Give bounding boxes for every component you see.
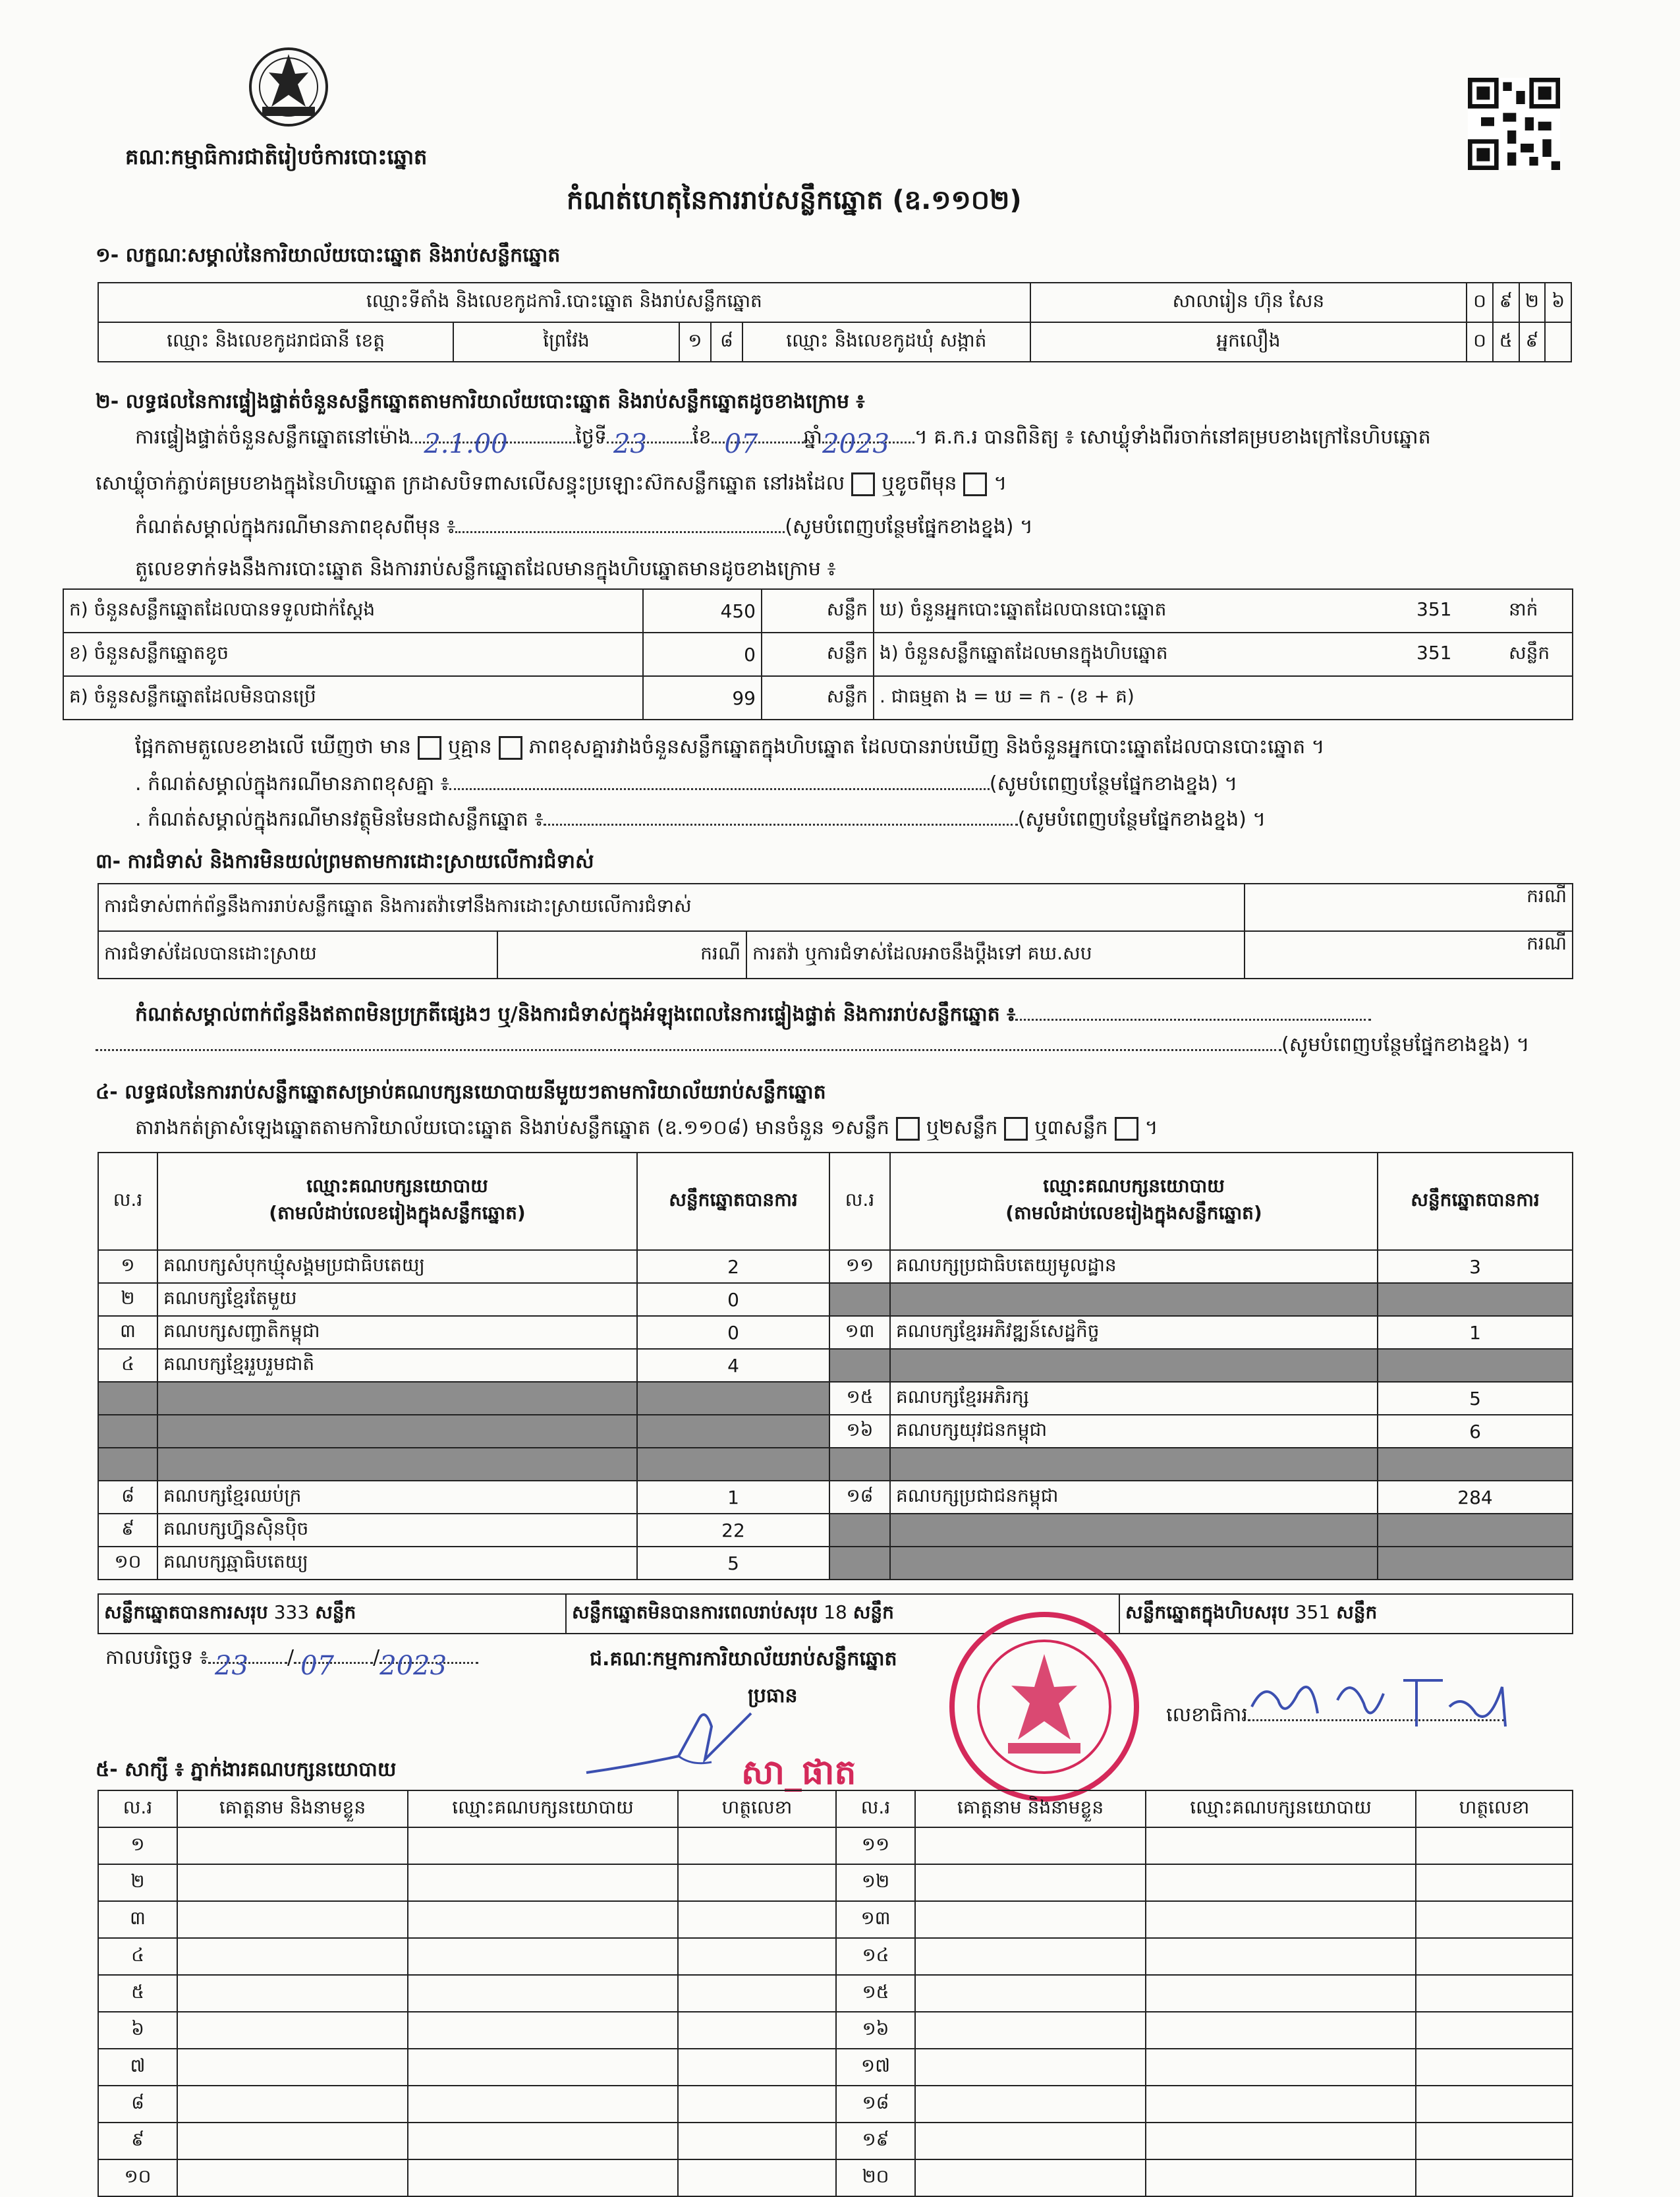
- party-name: គណបក្សប្រជាធិបតេយ្យមូលដ្ឋាន: [890, 1250, 1378, 1283]
- party-number: ១៣: [829, 1316, 890, 1349]
- party-number: ៩: [98, 1514, 157, 1547]
- witness-number: ១១: [836, 1827, 915, 1864]
- col-no-header: ល.រ: [829, 1153, 890, 1250]
- witness-number: ១៩: [836, 2123, 915, 2159]
- party-name: [890, 1547, 1378, 1580]
- results-row: [98, 1316, 1573, 1349]
- section4-heading: ៤- លទ្ធផលនៃការរាប់សន្លឹកឆ្នោតសម្រាប់គណបក្សនយោបាយនីមួយៗតាមការិយាល័យរាប់សន្លឹកឆ្នោត: [96, 1081, 826, 1104]
- total-in-box: សន្លឹកឆ្នោតក្នុងហិបសរុប 351 សន្លឹក: [1119, 1594, 1573, 1634]
- col-party-header: ឈ្មោះគណបក្សនយោបាយ (តាមលំដាប់លេខរៀងក្នុងសន្លឹកឆ្នោត): [890, 1153, 1378, 1250]
- ko-label: គ) ចំនួនសន្លឹកឆ្នោតដែលមិនបានប្រើ: [63, 676, 643, 720]
- party-name: គណបក្សខ្មែរឈប់ក្រ: [157, 1481, 637, 1514]
- witness-number: ៥: [98, 1975, 177, 2012]
- witness-signature: [1416, 1864, 1573, 1901]
- party-name: [890, 1514, 1378, 1547]
- party-name: [890, 1283, 1378, 1316]
- witness-party: [408, 2159, 678, 2196]
- party-name: គណបក្សប្រជាជនកម្ពុជា: [890, 1481, 1378, 1514]
- witness-name: [915, 1938, 1146, 1975]
- witness-name: [915, 2123, 1146, 2159]
- witness-signature: [678, 2159, 836, 2196]
- witness-signature: [1416, 1975, 1573, 2012]
- appeal-label: ការតវ៉ា ឬការជំទាស់ដែលអាចនឹងប្តឹងទៅ គឃ.សប: [746, 931, 1245, 979]
- sign-year: 2023: [379, 1651, 447, 1681]
- objections-label: ការជំទាស់ពាក់ព័ន្ធនឹងការរាប់សន្លឹកឆ្នោត និងការតវ៉ាទៅនឹងការដោះស្រាយលើការជំទាស់: [98, 884, 1245, 931]
- witness-name: [915, 1864, 1146, 1901]
- sign-day: 23: [215, 1651, 248, 1681]
- section1-heading: ១- លក្ខណៈសម្គាល់នៃការិយាល័យបោះឆ្នោត និងរាប់សន្លឹកឆ្នោត: [96, 244, 561, 267]
- results-row: [98, 1349, 1573, 1382]
- sign-date-line: កាលបរិច្ឆេទ ៖ 23 / 07 / 2023: [105, 1646, 478, 1670]
- witness-party: [408, 2012, 678, 2049]
- witness-name: [177, 1975, 408, 2012]
- ngo-value: 351: [1416, 641, 1452, 664]
- party-number: [98, 1415, 157, 1448]
- verification-year: 2023: [822, 429, 889, 459]
- witness-party: [408, 1938, 678, 1975]
- witness-number: ១: [98, 1827, 177, 1864]
- witness-number: ៧: [98, 2049, 177, 2086]
- witness-number: ៣: [98, 1901, 177, 1938]
- witness-row: [98, 2049, 1573, 2086]
- witness-party: [408, 1901, 678, 1938]
- witness-col-no: ល.រ: [836, 1790, 915, 1827]
- witness-number: ២: [98, 1864, 177, 1901]
- station-code-digit: ៦: [1545, 283, 1571, 322]
- results-row: [98, 1547, 1573, 1580]
- witness-number: ២០: [836, 2159, 915, 2196]
- witness-name: [177, 2012, 408, 2049]
- irregularity-note-line2: (សូមបំពេញបន្ថែមផ្នែកខាងខ្នង) ។: [96, 1033, 1529, 1057]
- witness-party: [1146, 1901, 1416, 1938]
- witness-name: [915, 2049, 1146, 2086]
- party-number: ១៥: [829, 1382, 890, 1415]
- party-name: [157, 1382, 637, 1415]
- commune-code-digit: ០: [1467, 322, 1493, 362]
- witness-signature: [678, 1864, 836, 1901]
- witness-name: [177, 2123, 408, 2159]
- party-votes: [1378, 1349, 1573, 1382]
- party-votes: [637, 1415, 829, 1448]
- witness-row: [98, 1827, 1573, 1864]
- party-name: គណបក្សខ្មែរអភិរក្ស: [890, 1382, 1378, 1415]
- province-name: ព្រៃវែង: [453, 322, 679, 362]
- witness-signature: [678, 1938, 836, 1975]
- witness-signature: [678, 1827, 836, 1864]
- witness-party: [408, 1975, 678, 2012]
- ka-label: ក) ចំនួនសន្លឹកឆ្នោតដែលបានទទួលជាក់ស្តែង: [63, 589, 643, 633]
- witness-signature: [1416, 2049, 1573, 2086]
- witness-number: ៨: [98, 2086, 177, 2123]
- has-difference-checkbox[interactable]: [418, 736, 441, 760]
- party-votes: [1378, 1448, 1573, 1481]
- witness-name: [177, 2159, 408, 2196]
- party-votes: [637, 1448, 829, 1481]
- party-number: ១៨: [829, 1481, 890, 1514]
- station-table: [98, 282, 1572, 362]
- station-code-digit: ២: [1519, 283, 1546, 322]
- party-name: គណបក្សសំបុកឃ្មុំសង្គមប្រជាធិបតេយ្យ: [157, 1250, 637, 1283]
- party-votes: 1: [637, 1481, 829, 1514]
- one-sheet-checkbox[interactable]: [896, 1117, 920, 1141]
- party-votes: 1: [1378, 1316, 1573, 1349]
- party-name: គណបក្សហ្វ៊ុនស៊ិនប៉ិច: [157, 1514, 637, 1547]
- party-number: ៤: [98, 1349, 157, 1382]
- province-label: ឈ្មោះ និងលេខកូដរាជធានី ខេត្ត: [98, 322, 453, 362]
- witness-party: [1146, 2049, 1416, 2086]
- witness-row: [98, 1901, 1573, 1938]
- col-votes-header: សន្លឹកឆ្នោតបានការ: [637, 1153, 829, 1250]
- party-name: [890, 1349, 1378, 1382]
- party-number: [829, 1283, 890, 1316]
- party-votes: 6: [1378, 1415, 1573, 1448]
- qr-code-icon: [1468, 78, 1560, 170]
- ngo-label: ង) ចំនួនសន្លឹកឆ្នោតដែលមានក្នុងហិបឆ្នោត: [874, 633, 1411, 676]
- witness-number: ១០: [98, 2159, 177, 2196]
- witness-name: [915, 1975, 1146, 2012]
- two-sheets-checkbox[interactable]: [1004, 1117, 1028, 1141]
- party-number: ១: [98, 1250, 157, 1283]
- witness-signature: [678, 2123, 836, 2159]
- results-row: [98, 1283, 1573, 1316]
- witness-row: [98, 2123, 1573, 2159]
- party-votes: 5: [637, 1547, 829, 1580]
- page-title: កំណត់ហេតុនៃការរាប់សន្លឹកឆ្នោត (ឧ.១១០២): [567, 185, 1022, 215]
- witness-signature: [1416, 2123, 1573, 2159]
- party-votes: 4: [637, 1349, 829, 1382]
- objections-table: [98, 883, 1573, 979]
- witness-number: ៦: [98, 2012, 177, 2049]
- witness-signature: [1416, 2086, 1573, 2123]
- witness-name: [915, 2086, 1146, 2123]
- totals-table: [98, 1593, 1573, 1634]
- party-number: ៣: [98, 1316, 157, 1349]
- party-number: [829, 1448, 890, 1481]
- resolved-cases: ករណី: [497, 931, 746, 979]
- tally-sheet-line: តារាងកត់ត្រាសំឡេងឆ្នោតតាមការិយាល័យបោះឆ្នោត និងរាប់សន្លឹកឆ្នោត (ឧ.១១០៨) មានចំនួន ១សន្លឹក ឬ២សន្លឹក ឬ៣សន្លឹក ។: [135, 1116, 1158, 1139]
- commune-label: ឈ្មោះ និងលេខកូដឃុំ សង្កាត់: [742, 322, 1030, 362]
- witness-col-name: គោត្តនាម និងនាមខ្លួន: [177, 1790, 408, 1827]
- party-name: គណបក្សខ្មែរអភិវឌ្ឍន៍សេដ្ឋកិច្ច: [890, 1316, 1378, 1349]
- witness-name: [177, 1864, 408, 1901]
- sign-month: 07: [300, 1651, 335, 1681]
- results-row: [98, 1415, 1573, 1448]
- witness-number: ១៧: [836, 2049, 915, 2086]
- witness-row: [98, 1864, 1573, 1901]
- witness-col-party: ឈ្មោះគណបក្សនយោបាយ: [1146, 1790, 1416, 1827]
- results-row: [98, 1514, 1573, 1547]
- witness-signature: [1416, 2012, 1573, 2049]
- foreign-object-note: . កំណត់សម្គាល់ក្នុងករណីមានវត្ថុមិនមែនជាសន្លឹកឆ្នោត ៖ (សូមបំពេញបន្ថែមផ្នែកខាងខ្នង) ។: [135, 808, 1266, 831]
- party-number: [98, 1382, 157, 1415]
- verification-month: 07: [724, 429, 758, 459]
- chair-label: ប្រធាន: [748, 1684, 798, 1707]
- witness-col-sign: ហត្ថលេខា: [1416, 1790, 1573, 1827]
- witness-name: [915, 2159, 1146, 2196]
- chair-name: សា_ផាត: [741, 1753, 856, 1792]
- resolved-label: ការជំទាស់ដែលបានដោះស្រាយ: [98, 931, 497, 979]
- witness-party: [1146, 2086, 1416, 2123]
- difference-note-line: កំណត់សម្គាល់ក្នុងករណីមានភាពខុសពីមុន ៖ (សូមបំពេញបន្ថែមផ្នែកខាងខ្នង) ។: [135, 515, 1033, 538]
- party-number: ១៦: [829, 1415, 890, 1448]
- results-row: [98, 1481, 1573, 1514]
- witness-party: [1146, 1938, 1416, 1975]
- verification-time: 2.1.00: [424, 429, 508, 459]
- section3-heading: ៣- ការជំទាស់ និងការមិនយល់ព្រមតាមការដោះស្រាយលើការជំទាស់: [96, 850, 594, 873]
- witness-number: ៤: [98, 1938, 177, 1975]
- witness-signature: [678, 2012, 836, 2049]
- station-label: ឈ្មោះទីតាំង និងលេខកូដការិ.បោះឆ្នោត និងរាប់សន្លឹកឆ្នោត: [98, 283, 1030, 322]
- ko-value: 99: [643, 676, 762, 720]
- witness-party: [408, 2086, 678, 2123]
- seal-line: សោឃ្លុំចាក់ភ្ជាប់គម្របខាងក្នុងនៃហិបឆ្នោត ក្រដាសបិទពាសលើសន្ធុះប្រឡោះស៊កសន្លឹកឆ្នោត នៅរងដែល ឬខូចពីមុន ។: [96, 472, 1007, 495]
- witness-party: [1146, 2123, 1416, 2159]
- total-valid: សន្លឹកឆ្នោតបានការសរុប 333 សន្លឹក: [98, 1594, 566, 1634]
- witness-party: [408, 2049, 678, 2086]
- party-votes: 3: [1378, 1250, 1573, 1283]
- witness-signature: [678, 1975, 836, 2012]
- ka-unit: សន្លឹក: [762, 589, 874, 633]
- witness-signature: [1416, 2159, 1573, 2196]
- witness-party: [408, 1827, 678, 1864]
- verification-day: 23: [613, 429, 647, 459]
- total-invalid: សន្លឹកឆ្នោតមិនបានការពេលរាប់សរុប 18 សន្លឹក: [566, 1594, 1119, 1634]
- witness-number: ១៣: [836, 1901, 915, 1938]
- party-number: ២: [98, 1283, 157, 1316]
- objections-cases: ករណី: [1245, 884, 1573, 931]
- party-name: គណបក្សខ្មែររួបរួមជាតិ: [157, 1349, 637, 1382]
- witness-signature: [678, 2049, 836, 2086]
- province-code-digit: ៨: [711, 322, 742, 362]
- witness-col-no: ល.រ: [98, 1790, 177, 1827]
- party-votes: 22: [637, 1514, 829, 1547]
- party-votes: 2: [637, 1250, 829, 1283]
- witness-table: [98, 1790, 1573, 2197]
- party-number: ១០: [98, 1547, 157, 1580]
- party-votes: 284: [1378, 1481, 1573, 1514]
- commune-code-digit: ៩: [1519, 322, 1546, 362]
- results-row: [98, 1250, 1573, 1283]
- kho-value: 351: [1416, 598, 1452, 620]
- party-name: [157, 1415, 637, 1448]
- witness-number: ១៨: [836, 2086, 915, 2123]
- witness-name: [177, 1901, 408, 1938]
- formula: . ជាធម្មតា ង = ឃ = ក - (ខ + គ): [874, 676, 1573, 720]
- witness-row: [98, 1938, 1573, 1975]
- irregularity-note: កំណត់សម្គាល់ពាក់ព័ន្ធនឹងឥតាពមិនប្រក្រតីផ្សេងៗ ឬ/និងការជំទាស់ក្នុងអំឡុងពេលនៃការផ្ទៀងផ្ទាត់ និងការរាប់សន្លឹកឆ្នោត ៖: [135, 1003, 1371, 1027]
- witness-col-party: ឈ្មោះគណបក្សនយោបាយ: [408, 1790, 678, 1827]
- party-name: [157, 1448, 637, 1481]
- witness-row: [98, 2012, 1573, 2049]
- party-name: គណបក្សសញ្ជាតិកម្ពុជា: [157, 1316, 637, 1349]
- col-votes-header: សន្លឹកឆ្នោតបានការ: [1378, 1153, 1573, 1250]
- party-number: ៨: [98, 1481, 157, 1514]
- station-code-digit: ០: [1467, 283, 1493, 322]
- kho-label: ឃ) ចំនួនអ្នកបោះឆ្នោតដែលបានបោះឆ្នោត: [874, 589, 1411, 633]
- witness-signature: [1416, 1827, 1573, 1864]
- secretary-signature-icon: [1245, 1654, 1522, 1746]
- party-votes: [637, 1382, 829, 1415]
- committee-label: ជ.គណៈកម្មការការិយាល័យរាប់សន្លឹកឆ្នោត: [590, 1647, 897, 1670]
- appeal-cases: ករណី: [1245, 931, 1573, 979]
- official-seal-icon: [945, 1608, 1143, 1806]
- kha-unit: សន្លឹក: [762, 633, 874, 676]
- witness-number: ១៥: [836, 1975, 915, 2012]
- witness-signature: [678, 1901, 836, 1938]
- ko-unit: សន្លឹក: [762, 676, 874, 720]
- witness-party: [408, 1864, 678, 1901]
- nec-emblem-icon: [242, 41, 335, 130]
- col-party-header: ឈ្មោះគណបក្សនយោបាយ (តាមលំដាប់លេខរៀងក្នុងសន្លឹកឆ្នោត): [157, 1153, 637, 1250]
- witness-signature: [678, 2086, 836, 2123]
- witness-signature: [1416, 1938, 1573, 1975]
- results-row: [98, 1448, 1573, 1481]
- figures-intro: តួលេខទាក់ទងនឹងការបោះឆ្នោត និងការរាប់សន្លឹកឆ្នោតដែលមានក្នុងហិបឆ្នោតមានដូចខាងក្រោម ៖: [135, 557, 836, 581]
- witness-party: [1146, 1864, 1416, 1901]
- witness-name: [177, 1938, 408, 1975]
- witness-row: [98, 2086, 1573, 2123]
- party-number: [829, 1547, 890, 1580]
- province-code-digit: ១: [679, 322, 711, 362]
- party-number: [829, 1349, 890, 1382]
- witness-party: [1146, 2159, 1416, 2196]
- damaged-checkbox[interactable]: [963, 472, 987, 496]
- witness-party: [408, 2123, 678, 2159]
- party-votes: [1378, 1514, 1573, 1547]
- party-votes: 0: [637, 1283, 829, 1316]
- witness-party: [1146, 1827, 1416, 1864]
- difference-check-line: ផ្អែកតាមតួលេខខាងលើ ឃើញថា មាន ឬគ្មាន ភាពខុសគ្នារវាងចំនួនសន្លឹកឆ្នោតក្នុងហិបឆ្នោត ដែលបានរាប់ឃើញ និងចំនួនអ្នកបោះឆ្នោតដែលបានបោះឆ្នោត ។: [135, 735, 1325, 758]
- figures-table: [63, 588, 1573, 720]
- verification-line: ការផ្ទៀងផ្ទាត់ចំនួនសន្លឹកឆ្នោតនៅម៉ោង 2.1.00 ថ្ងៃទី 23 ខែ 07 ឆ្នាំ 2023 ។ គ.ក.រ បានពិនិត្យ ៖ សោឃ្លុំទាំងពីរចាក់នៅគម្របខាងក្រៅនៃហិបឆ្នោត: [135, 426, 1431, 459]
- witness-col-name: គោត្តនាម និងនាមខ្លួន: [915, 1790, 1146, 1827]
- no-difference-checkbox[interactable]: [499, 736, 522, 760]
- ngo-unit: សន្លឹក: [1509, 641, 1550, 664]
- party-name: [890, 1448, 1378, 1481]
- party-number: [829, 1514, 890, 1547]
- station-code-digit: ៩: [1493, 283, 1519, 322]
- witness-row: [98, 1975, 1573, 2012]
- kho-unit: នាក់: [1509, 598, 1538, 620]
- party-votes: 5: [1378, 1382, 1573, 1415]
- party-name: គណបក្សយុវជនកម្ពុជា: [890, 1415, 1378, 1448]
- total-valid-value: 333: [273, 1601, 310, 1623]
- witness-name: [915, 1827, 1146, 1864]
- witness-number: ៩: [98, 2123, 177, 2159]
- witness-name: [177, 2049, 408, 2086]
- section5-heading: ៥- សាក្សី ៖ ភ្នាក់ងារគណបក្សនយោបាយ: [96, 1758, 397, 1781]
- section2-heading: ២- លទ្ធផលនៃការផ្ទៀងផ្ទាត់ចំនួនសន្លឹកឆ្នោតតាមការិយាល័យបោះឆ្នោត និងរាប់សន្លឹកឆ្នោតដូចខាងក្រោម ៖: [96, 390, 865, 413]
- col-no-header: ល.រ: [98, 1153, 157, 1250]
- witness-col-sign: ហត្ថលេខា: [678, 1790, 836, 1827]
- witness-name: [177, 2086, 408, 2123]
- results-table: [98, 1152, 1573, 1580]
- witness-name: [915, 2012, 1146, 2049]
- witness-party: [1146, 1975, 1416, 2012]
- intact-checkbox[interactable]: [851, 472, 875, 496]
- kha-value: 0: [643, 633, 762, 676]
- party-number: ១១: [829, 1250, 890, 1283]
- station-name: សាលារៀន ហ៊ុន សែន: [1030, 283, 1467, 322]
- party-number: [98, 1448, 157, 1481]
- witness-row: [98, 2159, 1573, 2196]
- witness-number: ១៦: [836, 2012, 915, 2049]
- total-invalid-value: 18: [824, 1601, 847, 1623]
- witness-signature: [1416, 1901, 1573, 1938]
- party-votes: 0: [637, 1316, 829, 1349]
- witness-party: [1146, 2012, 1416, 2049]
- ka-value: 450: [643, 589, 762, 633]
- commune-name: អ្នកលឿង: [1030, 322, 1467, 362]
- total-in-box-value: 351: [1295, 1601, 1331, 1623]
- party-name: គណបក្សឆ្មាធិបតេយ្យ: [157, 1547, 637, 1580]
- witness-number: ១២: [836, 1864, 915, 1901]
- commune-code-digit: ៥: [1493, 322, 1519, 362]
- difference-note: . កំណត់សម្គាល់ក្នុងករណីមានភាពខុសគ្នា ៖ (សូមបំពេញបន្ថែមផ្នែកខាងខ្នង) ។: [135, 772, 1238, 795]
- secretary-line: លេខាធិការ: [1166, 1703, 1505, 1727]
- party-name: គណបក្សខ្មែរតែមួយ: [157, 1283, 637, 1316]
- witness-number: ១៤: [836, 1938, 915, 1975]
- party-votes: [1378, 1283, 1573, 1316]
- three-sheets-checkbox[interactable]: [1115, 1117, 1138, 1141]
- org-name: គណៈកម្មាធិការជាតិរៀបចំការបោះឆ្នោត: [125, 144, 428, 169]
- results-row: [98, 1382, 1573, 1415]
- witness-name: [915, 1901, 1146, 1938]
- kha-label: ខ) ចំនួនសន្លឹកឆ្នោតខូច: [63, 633, 643, 676]
- party-votes: [1378, 1547, 1573, 1580]
- witness-name: [177, 1827, 408, 1864]
